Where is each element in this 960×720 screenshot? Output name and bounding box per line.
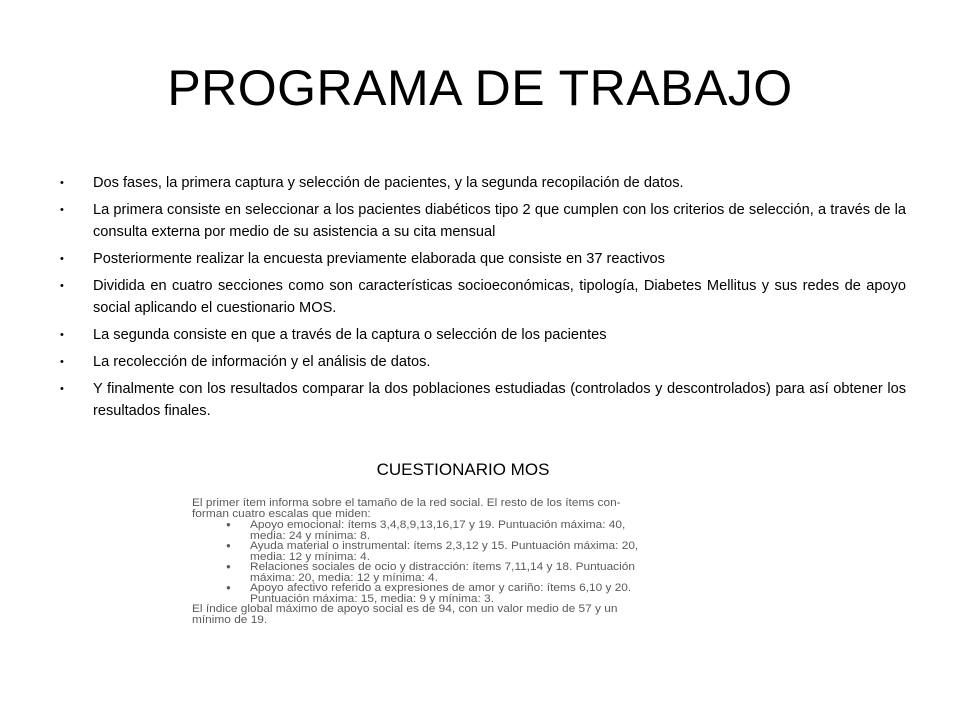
bullet-text: Posteriormente realizar la encuesta previamente elaborada que consiste en 37 reactivos	[93, 251, 665, 267]
bullet-icon: •	[60, 329, 64, 341]
slide-title: PROGRAMA DE TRABAJO	[167, 60, 793, 116]
scan-bullet-icon: ●	[226, 520, 231, 529]
bullet-item	[60, 351, 906, 373]
bullet-icon: •	[60, 204, 64, 216]
scan-item-text: Apoyo emocional: ítems 3,4,8,9,13,16,17 y 19. Puntuación máxima: 40,	[250, 519, 626, 531]
bullet-icon: •	[60, 177, 64, 189]
bullet-icon: •	[60, 253, 64, 265]
scan-item-text: Apoyo afectivo referido a expresiones de amor y cariño: ítems 6,10 y 20.	[250, 582, 632, 594]
bullet-item	[60, 172, 906, 194]
scan-item-text: Puntuación máxima: 15, media: 9 y mínima: 3.	[250, 592, 495, 605]
bullet-text: Y finalmente con los resultados comparar la dos poblaciones estudiadas (controlados y descontrolados) para así obtener los resultados finales.	[93, 381, 906, 419]
scan-outro-line: El índice global máximo de apoyo social es de 94, con un valor medio de 57 y un	[192, 603, 618, 615]
scan-item-text: Relaciones sociales de ocio y distracción: ítems 7,11,14 y 18. Puntuación	[250, 561, 635, 573]
bullet-item	[60, 324, 906, 346]
bullet-text: La primera consiste en seleccionar a los pacientes diabéticos tipo 2 que cumplen con los criterios de selección, a través de la consulta externa por medio de su asistencia a su cita mensual	[93, 202, 906, 240]
bullet-text: La segunda consiste en que a través de la captura o selección de los pacientes	[93, 327, 607, 343]
scan-intro-line: forman cuatro escalas que miden:	[192, 507, 371, 520]
bullet-text: Dos fases, la primera captura y selección de pacientes, y la segunda recopilación de datos.	[93, 175, 684, 191]
scan-bullet-icon: ●	[226, 583, 231, 592]
scan-bullet-icon: ●	[226, 541, 231, 550]
scan-item-list	[180, 520, 730, 604]
scan-outro-line: mínimo de 19.	[192, 613, 268, 626]
section-heading: CUESTIONARIO MOS	[376, 460, 550, 479]
bullet-icon: •	[60, 383, 64, 395]
bullet-item	[60, 378, 906, 422]
scan-bullet-icon: ●	[226, 562, 231, 571]
scan-item-text: máxima: 20, media: 12 y mínima: 4.	[250, 571, 438, 584]
bullet-text: Dividida en cuatro secciones como son características socioeconómicas, tipología, Diabetes Mellitus y sus redes de apoyo social aplicando el cuestionario MOS.	[93, 278, 906, 316]
bullet-text: La recolección de información y el análisis de datos.	[93, 354, 431, 370]
bullet-item	[60, 275, 906, 319]
scan-item-text: media: 12 y mínima: 4.	[250, 550, 371, 563]
bullet-item	[60, 199, 906, 243]
bullet-icon: •	[60, 280, 64, 292]
scan-item-text: media: 24 y mínima: 8.	[250, 529, 371, 542]
bullet-list	[60, 172, 906, 427]
scan-intro-line: El primer ítem informa sobre el tamaño de la red social. El resto de los ítems con-	[192, 497, 621, 509]
scan-item-text: Ayuda material o instrumental: ítems 2,3,12 y 15. Puntuación máxima: 20,	[250, 540, 639, 552]
bullet-item	[60, 248, 906, 270]
questionnaire-scan-image	[180, 497, 730, 626]
bullet-icon: •	[60, 356, 64, 368]
